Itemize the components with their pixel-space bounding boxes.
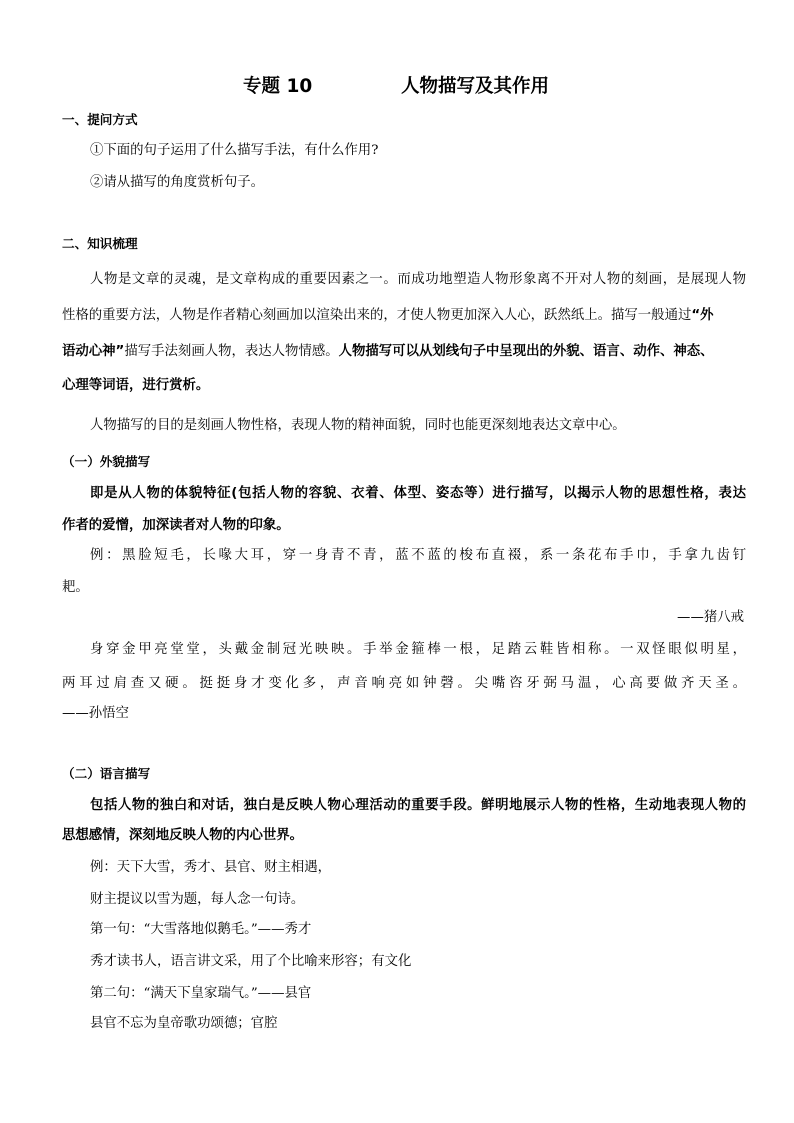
language-example-line: 财主提议以雪为题，每人念一句诗。: [90, 892, 305, 907]
knowledge-para1-line3-bold-end: 人物描写可以从划线句子中呈现出的外貌、语言、动作、神态、: [338, 344, 714, 359]
appearance-example2-attribution: ——孙悟空: [62, 706, 129, 721]
knowledge-para1-line3-text: 描写手法刻画人物，表达人物情感。: [124, 344, 339, 359]
appearance-def-line2: 作者的爱憎，加深读者对人物的印象。: [62, 518, 290, 533]
section-heading-questions: 一、提问方式: [62, 112, 138, 127]
language-example-line: 县官不忘为皇帝歌功颂德；官腔: [90, 1016, 278, 1031]
knowledge-para2: 人物描写的目的是刻画人物性格，表现人物的精神面貌，同时也能更深刻地表达文章中心。: [90, 418, 626, 433]
appearance-example1-attribution: ——猪八戒: [677, 610, 744, 625]
language-example-line: 例：天下大雪，秀才、县官、财主相遇，: [90, 860, 332, 875]
question-item-2: ②请从描写的角度赏析句子。: [90, 175, 265, 190]
question-item-1: ①下面的句子运用了什么描写手法，有什么作用?: [90, 143, 379, 158]
subsection-heading-language: （二）语言描写: [62, 766, 151, 781]
page-title: [0, 72, 794, 102]
title-topic-number: 专题 10: [243, 76, 313, 97]
appearance-def-line1: 即是从人物的体貌特征(包括人物的容貌、衣着、体型、姿态等）进行描写，以揭示人物的思想性格，表达: [90, 486, 746, 501]
knowledge-para1-line3: [62, 342, 714, 362]
language-example-line: 第二句：“满天下皇家瑞气。”——县官: [90, 986, 312, 1001]
section-heading-knowledge: 二、知识梳理: [62, 236, 138, 251]
title-text: 人物描写及其作用: [401, 76, 550, 97]
language-def-line2: 思想感情，深刻地反映人物的内心世界。: [62, 828, 304, 843]
knowledge-para1-line4: 心理等词语，进行赏析。: [62, 378, 210, 393]
appearance-example1-line2: 耙。: [62, 580, 89, 595]
language-example-line: 第一句：“大雪落地似鹅毛。”——秀才: [90, 922, 312, 937]
appearance-example2-line2: 两耳过肩查又硬。挺挺身才变化多，声音响亮如钟磬。尖嘴咨牙弼马温，心高要做齐天圣。: [62, 676, 746, 691]
knowledge-para1-line1: 人物是文章的灵魂，是文章构成的重要因素之一。而成功地塑造人物形象离不开对人物的刻画，是展现人物: [90, 272, 746, 287]
knowledge-para1-line3-bold-start: 语动心神”: [62, 344, 125, 359]
knowledge-para1-line2-bold: “外: [691, 308, 714, 323]
knowledge-para1-line2: [62, 306, 746, 326]
language-example-line: 秀才读书人，语言讲文采，用了个比喻来形容；有文化: [90, 954, 412, 969]
appearance-example2-line1: 身穿金甲亮堂堂，头戴金制冠光映映。手举金箍棒一根，足踏云鞋皆相称。一双怪眼似明星，: [90, 642, 746, 657]
knowledge-para1-line2-text: 性格的重要方法，人物是作者精心刻画加以渲染出来的，才使人物更加深入人心，跃然纸上。描写一般通过: [62, 308, 692, 323]
subsection-heading-appearance: （一）外貌描写: [62, 454, 151, 469]
language-def-line1: 包括人物的独白和对话，独白是反映人物心理活动的重要手段。鲜明地展示人物的性格，生动地表现人物的: [90, 798, 746, 813]
appearance-example1-line1: 例：黑脸短毛，长喙大耳，穿一身青不青，蓝不蓝的梭布直裰，系一条花布手巾，手拿九齿钉: [90, 548, 746, 563]
